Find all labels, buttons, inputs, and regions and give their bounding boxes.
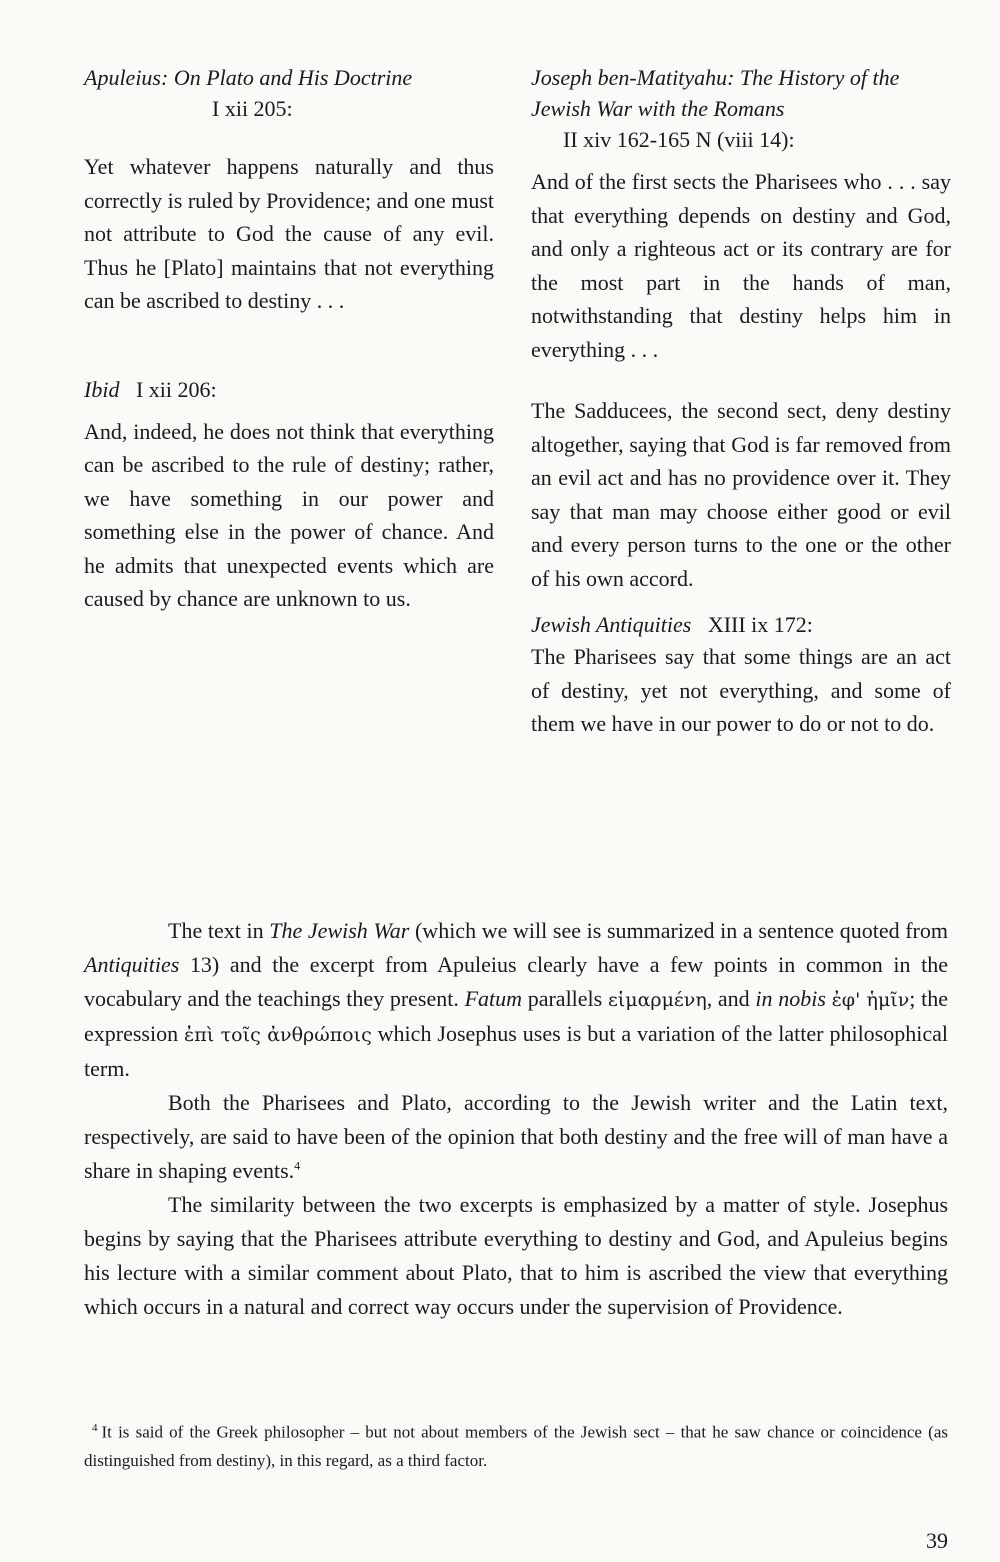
page-number: 39 [926, 1528, 948, 1553]
source-reference: I xii 205: [212, 96, 293, 121]
quote-paragraph: Yet whatever happens naturally and thus correctly is ruled by Providence; and one must not attribute to God the cause of any evil. Thus he [Plato] maintains that not everything can be ascribed to destiny . . . [84, 154, 494, 313]
source-title: Apuleius: On Plato and His Doctrine [84, 65, 413, 90]
footnote-ref: 4 [294, 1158, 301, 1173]
ibid-heading [84, 374, 494, 405]
source-title: Jewish Antiquities [531, 612, 692, 637]
source-reference: II xiv 162-165 N (viii 14): [563, 127, 795, 152]
josephus-heading [531, 62, 951, 155]
source-reference: I xii 206: [135, 376, 217, 402]
source-title: Ibid [84, 376, 120, 402]
source-title: Joseph ben-Matityahu: The History of the Jewish War with the Romans [531, 65, 900, 121]
body-text [84, 914, 948, 1324]
footnote [84, 1414, 948, 1475]
body-paragraph: The text in The Jewish War (which we will see is summarized in a sentence quoted from Antiquities 13) and the excerpt from Apuleius clearly have a few points in common in the vocabulary and the teachings they present. Fatum parallels εἱμαρμένη, and in nobis ἐφ' ἡμῖν; the expression ἐπὶ τοῖς ἀνθρώποις which Josephus uses is but a variation of the latter philosophical term. [84, 918, 948, 1081]
quote-paragraph: And of the first sects the Pharisees who . . . say that everything depends on destiny and God, and only a righteous act or its contrary are for the most part in the hands of man, notwithstanding that destiny helps him in everything . . . [531, 169, 951, 362]
quote-paragraph: The Sadducees, the second sect, deny destiny altogether, saying that God is far removed from an evil act and has no providence over it. They say that man may choose either good or evil and every person turns to the one or the other of his own accord. [531, 398, 951, 591]
footnote-mark: 4 [92, 1422, 98, 1434]
left-column [84, 62, 494, 616]
footnote-text: It is said of the Greek philosopher – but not about members of the Jewish sect – that he saw chance or coincidence (as distinguished from destiny), in this regard, as a third factor. [84, 1422, 948, 1470]
source-reference: XIII ix 172: [707, 612, 813, 637]
antiquities-heading [531, 609, 951, 640]
apuleius-heading [84, 62, 494, 124]
right-column [531, 62, 951, 741]
quote-paragraph: And, indeed, he does not think that everything can be ascribed to the rule of destiny; rather, we have something in our power and something else in the power of chance. And he admits that unexpected events which are caused by chance are unknown to us. [84, 418, 494, 611]
body-paragraph: Both the Pharisees and Plato, according to the Jewish writer and the Latin text, respectively, are said to have been of the opinion that both destiny and the free will of man have a share in shaping events.$^4$ [84, 1090, 948, 1183]
body-paragraph: The similarity between the two excerpts is emphasized by a matter of style. Josephus begins by saying that the Pharisees attribute everything to destiny and God, and Apuleius begins his lecture with a similar comment about Plato, that to him is ascribed the view that everything which occurs in a natural and correct way occurs under the supervision of Providence. [84, 1192, 948, 1319]
quote-paragraph: The Pharisees say that some things are an act of destiny, yet not everything, and some of them we have in our power to do or not to do. [531, 644, 951, 736]
